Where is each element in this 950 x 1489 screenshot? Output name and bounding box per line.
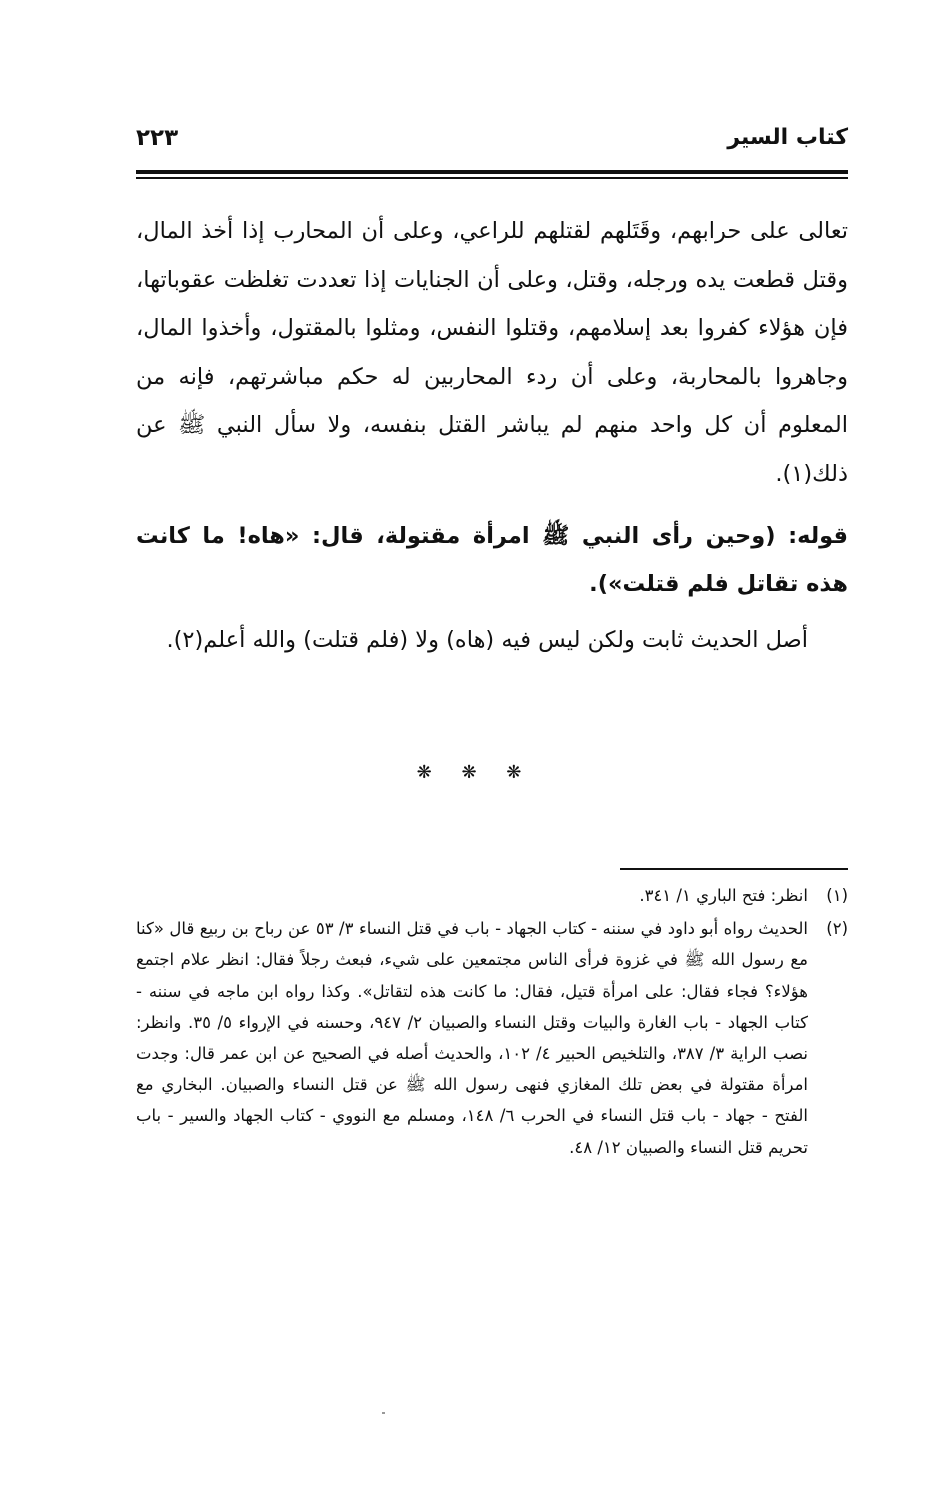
footnote-text: انظر: فتح الباري ١/ ٣٤١.: [639, 886, 808, 905]
footnote-text: الحديث رواه أبو داود في سننه - كتاب الجهاد - باب في قتل النساء ٣/ ٥٣ عن رباح بن ربيع قال «كنا مع رسول الله ﷺ في غزوة فرأى الناس مجتمعين على شيء، فبعث رجلاً فقال: انظر علام اجتمع هؤلاء؟ فجاء فقال: على امرأة قتيل، فقال: ما كانت هذه لتقاتل». وكذا رواه ابن ماجه في سننه - كتاب الجهاد - باب الغارة والبيات وقتل النساء والصبيان ٢/ ٩٤٧، وحسنه في الإرواء ٥/ ٣٥. وانظر: نصب الراية ٣/ ٣٨٧، والتلخيص الحبير ٤/ ١٠٢، والحديث أصله في الصحيح عن ابن عمر قال: وجدت امرأة مقتولة في بعض تلك المغازي فنهى رسول الله ﷺ عن قتل النساء والصبيان. البخاري مع الفتح - جهاد - باب قتل النساء في الحرب ٦/ ١٤٨، ومسلم مع النووي - كتاب الجهاد والسير - باب تحريم قتل النساء والصبيان ١٢/ ٤٨.: [136, 919, 809, 1157]
footnote-number: (٢): [826, 919, 848, 939]
footnotes: [136, 880, 848, 1163]
footnote-rule: [620, 868, 848, 870]
header-rule-thick: [136, 170, 848, 174]
header-rule-thin: [136, 177, 848, 179]
paragraph-quote-heading: قوله: (وحين رأى النبي ﷺ امرأة مقتولة، قال: «هاه! ما كانت هذه تقاتل فلم قتلت»).: [136, 523, 848, 597]
running-header: [136, 125, 848, 165]
footnote-item: [136, 913, 848, 1163]
page-number: ٢٢٣: [136, 125, 179, 151]
paragraph-commentary: تعالى على حرابهم، وقَتَلهم لقتلهم للراعي، وعلى أن المحارب إذا أخذ المال، وقتل قطعت يده ورجله، وقتل، وعلى أن الجنايات إذا تعددت تغلظت عقوباتها، فإن هؤلاء كفروا بعد إسلامهم، وقتلوا النفس، ومثلوا بالمقتول، وأخذوا المال، وجاهروا بالمحاربة، وعلى أن ردء المحاربين له حكم مباشرتهم، فإنه من المعلوم أن كل واحد منهم لم يباشر القتل بنفسه، ولا سأل النبي ﷺ عن ذلك(١).: [136, 218, 848, 487]
footnote-item: [136, 880, 848, 911]
chapter-title: كتاب السير: [727, 125, 848, 150]
paragraph-ruling: أصل الحديث ثابت ولكن ليس فيه (هاه) ولا (فلم قتلت) والله أعلم(٢).: [166, 627, 808, 653]
footnote-number: (١): [826, 886, 848, 905]
print-speck: [382, 1412, 385, 1414]
main-text: [136, 207, 848, 665]
section-separator: ❋ ❋ ❋: [416, 762, 534, 783]
